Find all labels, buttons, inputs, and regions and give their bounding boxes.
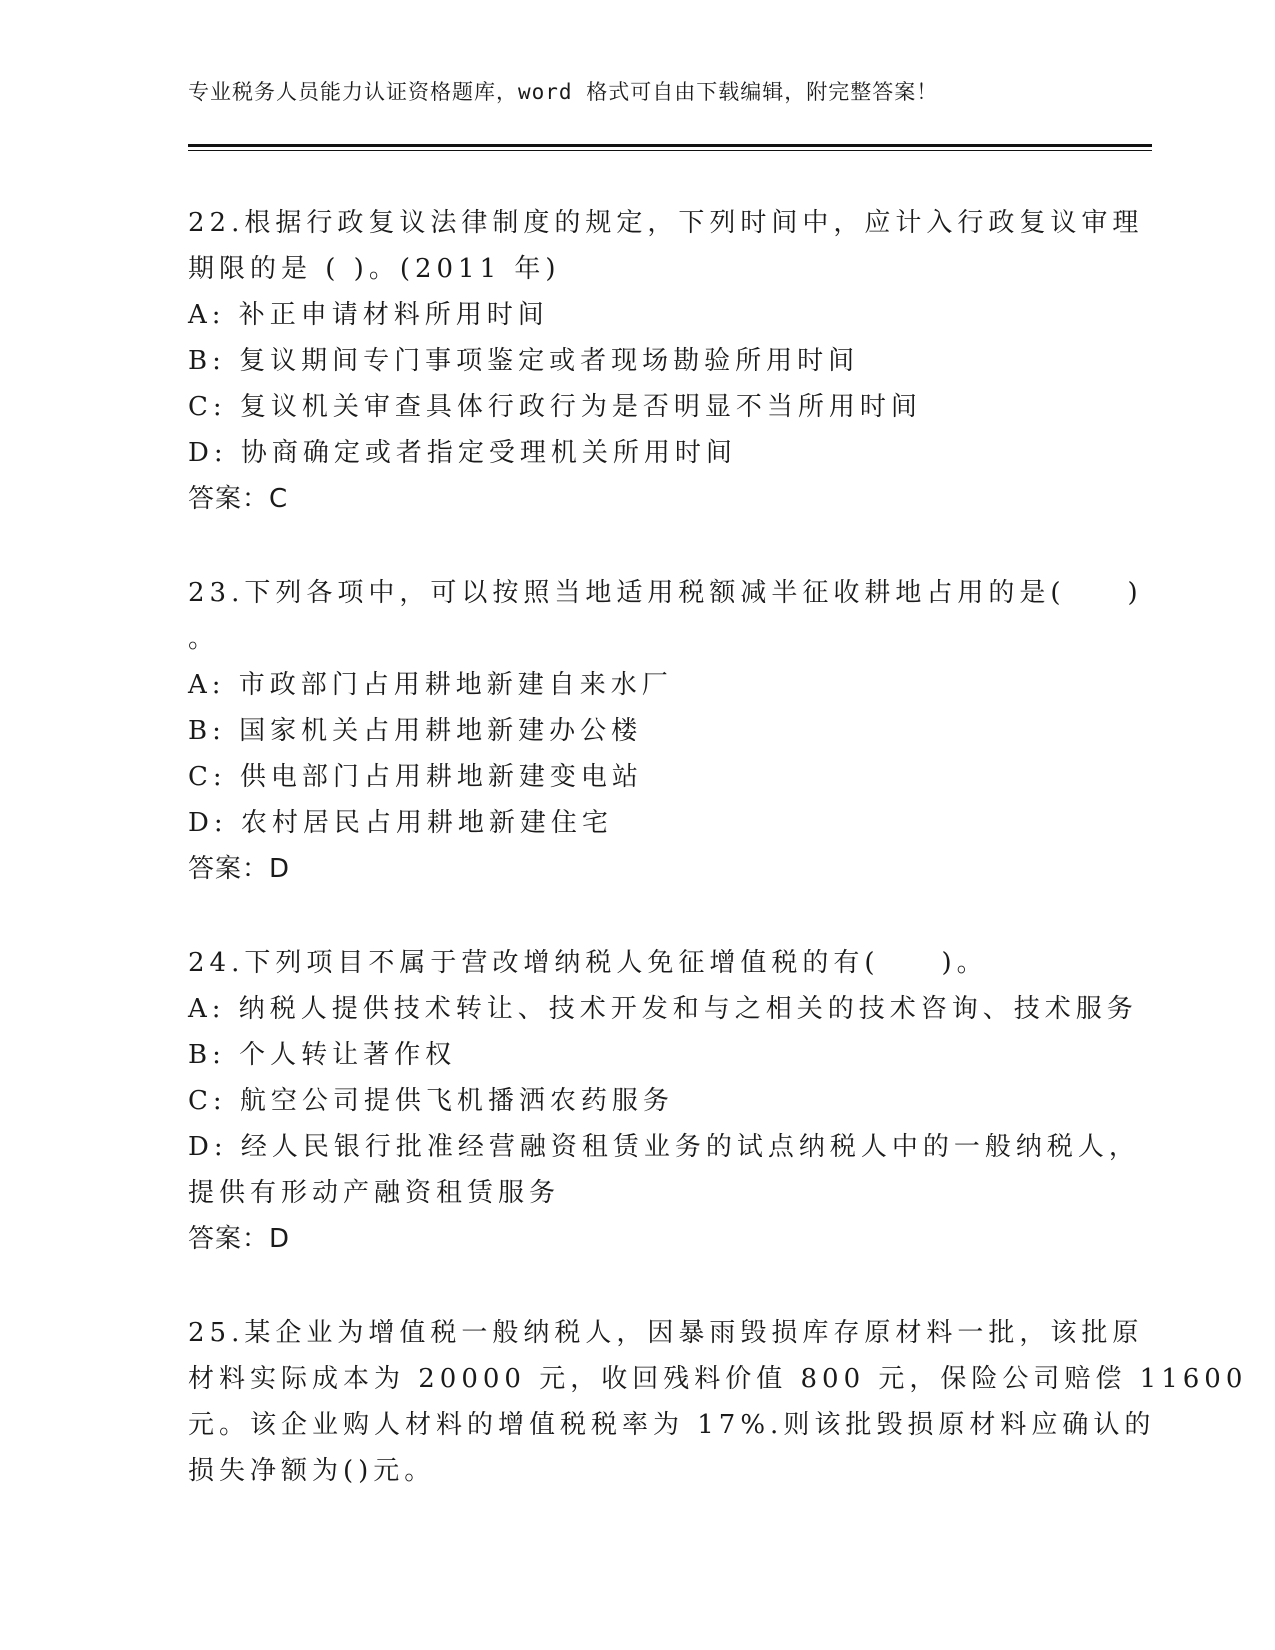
page-header: 专业税务人员能力认证资格题库，word 格式可自由下载编辑，附完整答案！ xyxy=(188,80,939,104)
option-b: B: 个人转让著作权 xyxy=(188,1040,457,1070)
question-24 xyxy=(188,940,1140,1262)
header-rule-thin xyxy=(188,150,1152,151)
option-b: B: 复议期间专门事项鉴定或者现场勘验所用时间 xyxy=(188,346,860,376)
question-stem-line: 。 xyxy=(188,624,220,654)
option-a: A: 纳税人提供技术转让、技术开发和与之相关的技术咨询、技术服务 xyxy=(188,994,1138,1024)
question-stem-line: 期限的是 ( )。(2011 年) xyxy=(188,254,561,284)
answer: 答案：D xyxy=(188,1224,291,1254)
option-b: B: 国家机关占用耕地新建办公楼 xyxy=(188,716,643,746)
option-d: D: 协商确定或者指定受理机关所用时间 xyxy=(188,438,737,468)
option-d-continued: 提供有形动产融资租赁服务 xyxy=(188,1178,561,1208)
question-22 xyxy=(188,200,1144,522)
question-stem-line: 25.某企业为增值税一般纳税人，因暴雨毁损库存原材料一批，该批原 xyxy=(188,1318,1144,1348)
option-c: C: 供电部门占用耕地新建变电站 xyxy=(188,762,643,792)
question-stem-line: 24.下列项目不属于营改增纳税人免征增值税的有( )。 xyxy=(188,948,988,978)
question-stem-line: 材料实际成本为 20000 元，收回残料价值 800 元，保险公司赔偿 11600 xyxy=(188,1364,1248,1394)
question-stem-line: 22.根据行政复议法律制度的规定，下列时间中，应计入行政复议审理 xyxy=(188,208,1144,238)
option-d: D: 农村居民占用耕地新建住宅 xyxy=(188,808,613,838)
answer: 答案：D xyxy=(188,854,291,884)
question-23 xyxy=(188,570,1143,892)
question-25 xyxy=(188,1310,1248,1494)
question-stem-line: 23.下列各项中，可以按照当地适用税额减半征收耕地占用的是( ) xyxy=(188,578,1143,608)
answer: 答案：C xyxy=(188,484,289,514)
question-stem-line: 损失净额为()元。 xyxy=(188,1456,436,1486)
option-a: A: 补正申请材料所用时间 xyxy=(188,300,549,330)
option-c: C: 复议机关审查具体行政行为是否明显不当所用时间 xyxy=(188,392,922,422)
question-stem-line: 元。该企业购人材料的增值税税率为 17%.则该批毁损原材料应确认的 xyxy=(188,1410,1156,1440)
question-list xyxy=(188,200,1248,1542)
option-c: C: 航空公司提供飞机播洒农药服务 xyxy=(188,1086,674,1116)
option-a: A: 市政部门占用耕地新建自来水厂 xyxy=(188,670,673,700)
header-rule-thick xyxy=(188,144,1152,147)
option-d: D: 经人民银行批准经营融资租赁业务的试点纳税人中的一般纳税人， xyxy=(188,1132,1140,1162)
